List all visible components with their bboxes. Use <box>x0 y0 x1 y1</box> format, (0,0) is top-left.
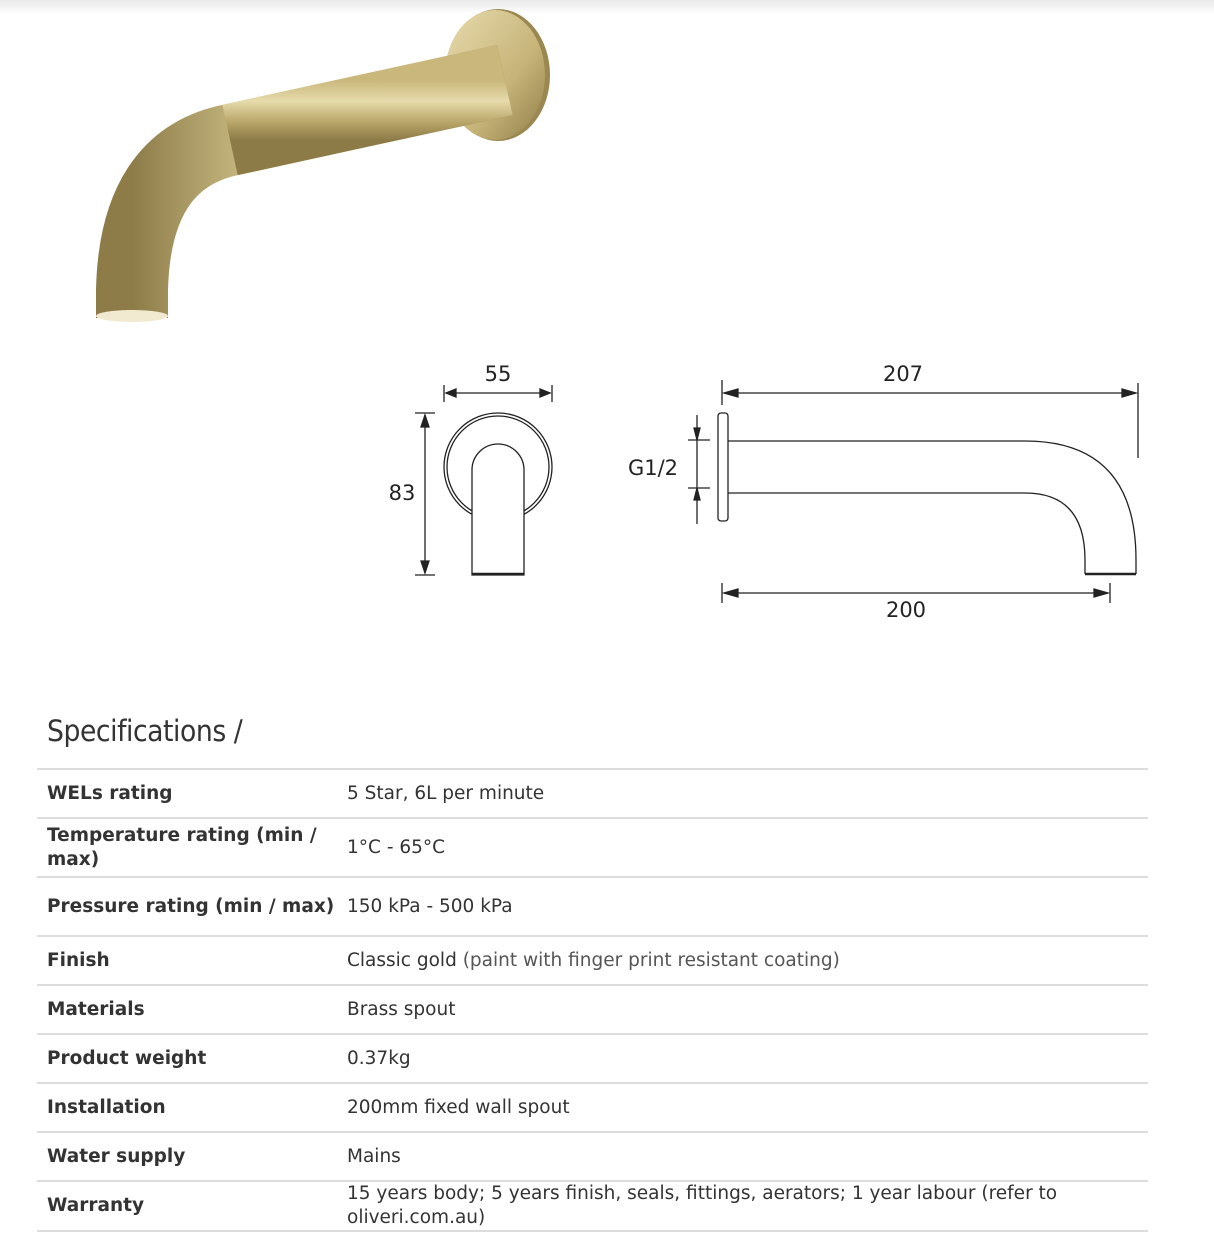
table-row: Temperature rating (min / max) 1°C - 65°C <box>37 818 1148 877</box>
dim-total-length: 207 <box>882 362 924 386</box>
table-row: Water supply Mains <box>37 1132 1148 1181</box>
table-row: Warranty 15 years body; 5 years finish, seals, fittings, aerators; 1 year labour (refer to oliveri.com.au) <box>37 1181 1148 1231</box>
front-view-drawing <box>415 385 552 575</box>
finish-note: (paint with finger print resistant coating) <box>462 949 840 971</box>
dim-width: 55 <box>484 362 512 386</box>
dim-thread: G1/2 <box>627 456 679 480</box>
dim-height: 83 <box>388 481 416 505</box>
table-row: WELs rating 5 Star, 6L per minute <box>37 769 1148 818</box>
gold-spout-photo <box>96 9 550 322</box>
table-row: Product weight 0.37kg <box>37 1034 1148 1083</box>
table-row: Materials Brass spout <box>37 985 1148 1034</box>
table-row: Pressure rating (min / max) 150 kPa - 500 kPa <box>37 877 1148 936</box>
side-view-drawing <box>688 380 1138 603</box>
dim-spout-length: 200 <box>885 598 927 622</box>
finish-value: Classic gold <box>347 949 457 971</box>
specifications-table <box>37 768 1148 1232</box>
table-row: Installation 200mm fixed wall spout <box>37 1083 1148 1132</box>
specifications-title: Specifications / <box>47 714 243 748</box>
table-row: Finish Classic gold (paint with finger print resistant coating) <box>37 936 1148 985</box>
